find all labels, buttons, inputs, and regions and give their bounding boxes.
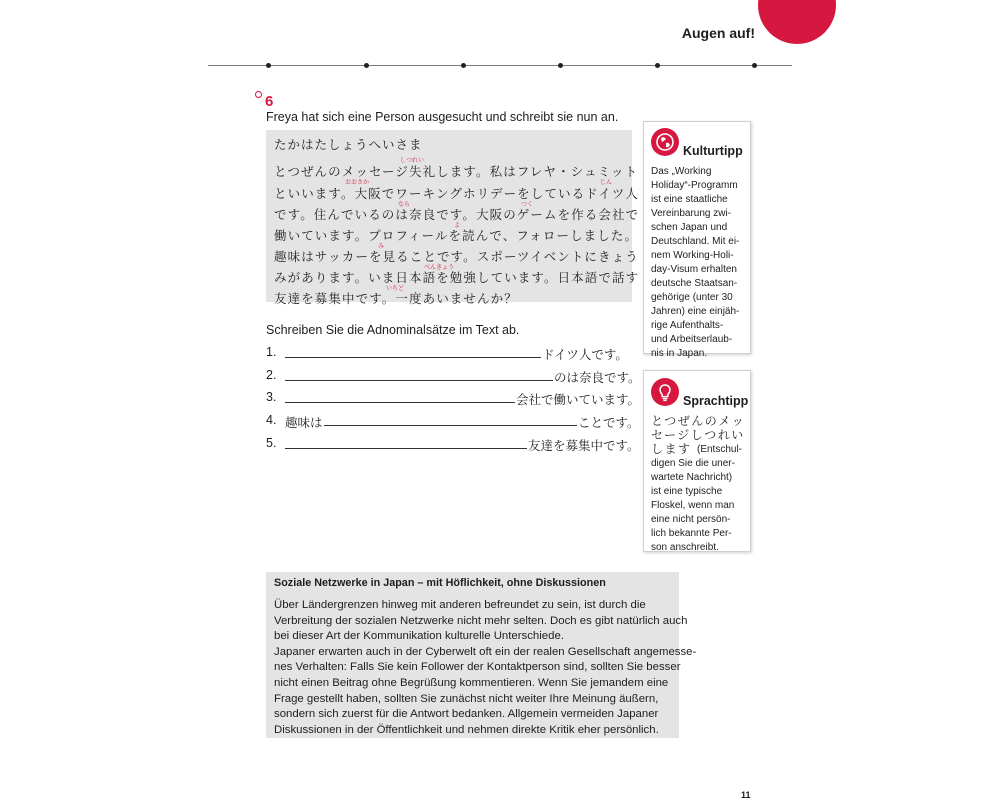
exercise-instruction: Freya hat sich eine Person ausgesucht und schreibt sie nun an. — [266, 110, 619, 124]
item-number: 4. — [266, 413, 277, 427]
lightbulb-icon — [651, 378, 679, 406]
answer-blank-1[interactable] — [285, 357, 541, 358]
furigana: よ — [454, 222, 461, 229]
item-number: 3. — [266, 390, 277, 404]
exercise-number: 6 — [265, 93, 274, 110]
item-suffix: 友達を募集中です。 — [528, 438, 640, 453]
letter-line: といいます。大阪でワーキングホリデーをしているドイツ人 — [274, 186, 639, 201]
furigana: いちど — [386, 285, 405, 292]
page-number: 11 — [741, 790, 751, 800]
letter-line: 趣味はサッカーを見ることです。スポーツイベントにきょう — [274, 249, 639, 264]
item-prefix: 趣味は — [285, 415, 323, 430]
item-suffix: のは奈良です。 — [554, 370, 641, 385]
letter-line: 友達を募集中です。一度あいませんか？ — [274, 291, 518, 306]
kulturtipp-title: Kulturtipp — [683, 144, 743, 158]
letter-line: 働いています。プロフィールを読んで、フォローしました。 — [274, 228, 639, 243]
furigana: しつれい — [400, 157, 425, 164]
kulturtipp-text: Das „Working Holiday“-Programm ist eine staatliche Vereinbarung zwi- schen Japan und Deutschland. Mit ei- nem Working-Holi- day-Visum erhalten deutsche Staatsan- gehörige (unter 30 Jahren) eine einjäh- rige Aufenthalts- und Arbeitserlaub- nis in Japan. — [651, 166, 740, 359]
letter-line: みがあります。いま日本語を勉強しています。日本語で話す — [274, 270, 640, 285]
rule-dot — [558, 63, 563, 68]
item-number: 1. — [266, 345, 277, 359]
answer-blank-3[interactable] — [285, 402, 515, 403]
furigana: じん — [600, 179, 613, 186]
letter-line: です。住んでいるのは奈良です。大阪のゲームを作る会社で — [274, 207, 640, 222]
info-box-title: Soziale Netzwerke in Japan – mit Höflichkeit, ohne Diskussionen — [274, 577, 606, 589]
letter-salutation: たかはたしょうへいさま — [274, 137, 423, 152]
rule-dot — [655, 63, 660, 68]
furigana: べんきょう — [424, 264, 455, 271]
sprachtipp-text: digen Sie die uner- wartete Nachricht) ist eine typische Floskel, wenn man eine nicht persön- lich bekannte Per- son anschreibt. — [651, 458, 735, 553]
sprachtipp-title: Sprachtipp — [683, 394, 749, 408]
answer-blank-4[interactable] — [324, 425, 577, 426]
exercise-marker-icon — [255, 91, 262, 98]
rule-dot — [461, 63, 466, 68]
furigana: おおさか — [345, 179, 370, 186]
sprachtipp-text-first: (Entschul- — [697, 444, 743, 455]
info-box-text: Über Ländergrenzen hinweg mit anderen befreundet zu sein, ist durch die Verbreitung der sozialen Netzwerke nicht mehr selten. Doch es gibt natürlich auch bei dieser Art der Kommunikation kulturelle Unterschiede. Japaner erwarten auch in der Cyberwelt oft ein der realen Gesellschaft angemesse- nes Verhalten: Falls Sie kein Follower der Kontaktperson sind, sollten Sie besser nicht einen Beitrag ohne Begrüßung kommentieren. Wenn Sie jemandem eine Frage gestellt haben, sollten Sie zunächst nicht weiter Ihre Meinung äußern, sondern sich zuerst für die Antwort bedanken. Allgemein vermeiden Japaner Diskussionen in der Öffentlichkeit und nehmen direkte Kritik eher persönlich. — [274, 599, 697, 736]
answer-blank-2[interactable] — [285, 380, 553, 381]
rule-dot — [364, 63, 369, 68]
rule-dot — [752, 63, 757, 68]
furigana: つく — [521, 201, 534, 208]
furigana: なら — [398, 201, 411, 208]
furigana: み — [378, 243, 385, 250]
globe-icon — [651, 128, 679, 156]
item-suffix: 会社で働いています。 — [516, 392, 641, 407]
item-number: 2. — [266, 368, 277, 382]
rule-dot — [266, 63, 271, 68]
item-suffix: ことです。 — [578, 415, 640, 430]
corner-accent-circle — [758, 0, 836, 44]
sprachtipp-japanese: とつぜんのメッ セージしつれい します — [651, 414, 746, 456]
item-number: 5. — [266, 436, 277, 450]
task-instruction: Schreiben Sie die Adnominalsätze im Text ab. — [266, 323, 520, 337]
page-title: Augen auf! — [681, 25, 755, 41]
answer-blank-5[interactable] — [285, 448, 527, 449]
item-suffix: ドイツ人です。 — [542, 347, 628, 362]
letter-line: とつぜんのメッセージ失礼します。私はフレヤ・シュミット — [274, 164, 639, 179]
header-rule — [208, 65, 792, 66]
